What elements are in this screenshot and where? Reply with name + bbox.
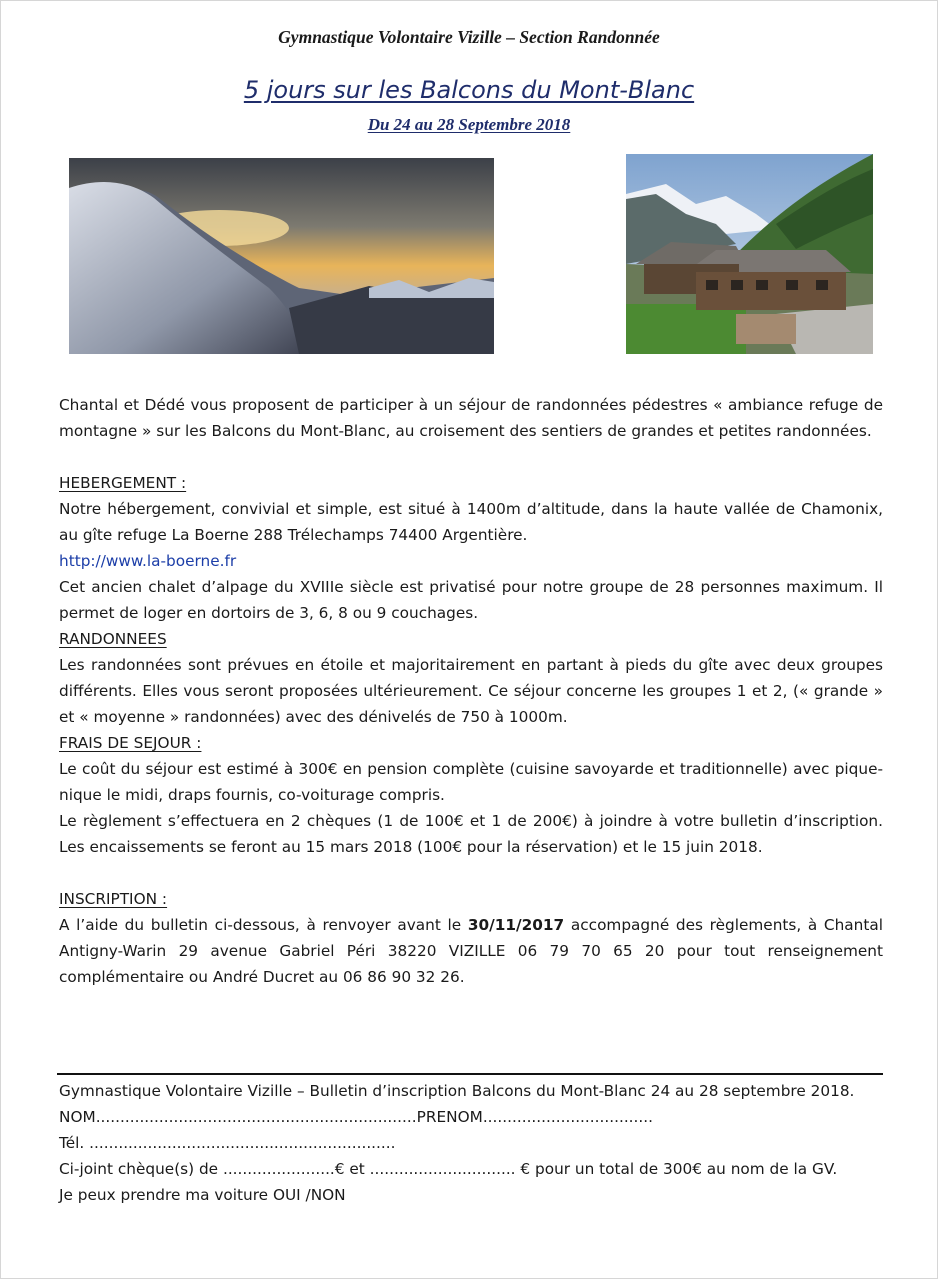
registration-form <box>59 1078 883 1208</box>
frais-text: Le coût du séjour est estimé à 300€ en pension complète (cuisine savoyarde et traditionnelle) avec pique-nique le midi, draps fournis, co-voiturage compris. <box>59 760 883 804</box>
prenom-field[interactable]: ................................... <box>482 1108 653 1126</box>
section-heading-frais: FRAIS DE SEJOUR : <box>59 734 202 752</box>
website-link[interactable]: http://www.la-boerne.fr <box>59 552 237 570</box>
cheque-amount-1-field[interactable]: ....................... <box>222 1160 335 1178</box>
nom-field[interactable]: .................................................................. <box>95 1108 417 1126</box>
hebergement-details: Cet ancien chalet d’alpage du XVIIIe siècle est privatisé pour notre groupe de 28 personnes maximum. Il permet de loger en dortoirs de 3, 6, 8 ou 9 couchages. <box>59 578 883 622</box>
reglement-text: Le règlement s’effectuera en 2 chèques (1 de 100€ et 1 de 200€) à joindre à votre bulletin d’inscription. Les encaissements se feront au 15 mars 2018 (100€ pour la réservation) et le 15 juin 2018. <box>59 812 883 856</box>
section-heading-inscription: INSCRIPTION : <box>59 890 168 908</box>
document-title: 5 jours sur les Balcons du Mont-Blanc <box>243 76 695 104</box>
chalet-photo <box>626 154 873 354</box>
bulletin-heading: Gymnastique Volontaire Vizille – Bulletin d’inscription Balcons du Mont-Blanc 24 au 28 septembre 2018. <box>59 1082 855 1100</box>
organization-header: Gymnastique Volontaire Vizille – Section Randonnée <box>278 27 660 47</box>
randonnees-text: Les randonnées sont prévues en étoile et majoritairement en partant à pieds du gîte avec deux groupes différents. Elles vous seront proposées ultérieurement. Ce séjour concerne les groupes 1 et 2, (« grande » et « moyenne » randonnées) avec des dénivelés de 750 à 1000m. <box>59 656 883 726</box>
cheque-amount-2-field[interactable]: .............................. <box>369 1160 516 1178</box>
deadline-date: 30/11/2017 <box>467 916 565 934</box>
inscription-text: A l’aide du bulletin ci-dessous, à renvoyer avant le 30/11/2017 accompagné des règlements, à Chantal Antigny-Warin 29 avenue Gabriel Péri 38220 VIZILLE 06 79 70 65 20 pour tout renseignement complémentaire ou André Ducret au 06 86 90 32 26. <box>59 916 883 986</box>
intro-paragraph: Chantal et Dédé vous proposent de participer à un séjour de randonnées pédestres « ambiance refuge de montagne » sur les Balcons du Mont-Blanc, au croisement des sentiers de grandes et petites randonnées. <box>59 396 883 440</box>
section-heading-randonnees: RANDONNEES <box>59 630 167 648</box>
mountain-sunset-photo <box>69 158 494 354</box>
tel-field[interactable]: .............................................................. <box>89 1134 391 1152</box>
name-line: NOM..................................................................PRENOM................................... <box>59 1108 653 1126</box>
section-divider <box>57 1073 883 1075</box>
cheque-line: Ci-joint chèque(s) de .......................€ et .............................. € pour un total de 300€ au nom de la GV. <box>59 1160 838 1178</box>
main-content <box>59 392 883 990</box>
phone-line: Tél. ............................................................... <box>59 1134 396 1152</box>
section-heading-hebergement: HEBERGEMENT : <box>59 474 187 492</box>
hebergement-text: Notre hébergement, convivial et simple, est situé à 1400m d’altitude, dans la haute vallée de Chamonix, au gîte refuge La Boerne 288 Trélechamps 74400 Argentière. <box>59 500 883 544</box>
event-dates: Du 24 au 28 Septembre 2018 <box>367 115 571 134</box>
car-line[interactable]: Je peux prendre ma voiture OUI /NON <box>59 1186 346 1204</box>
